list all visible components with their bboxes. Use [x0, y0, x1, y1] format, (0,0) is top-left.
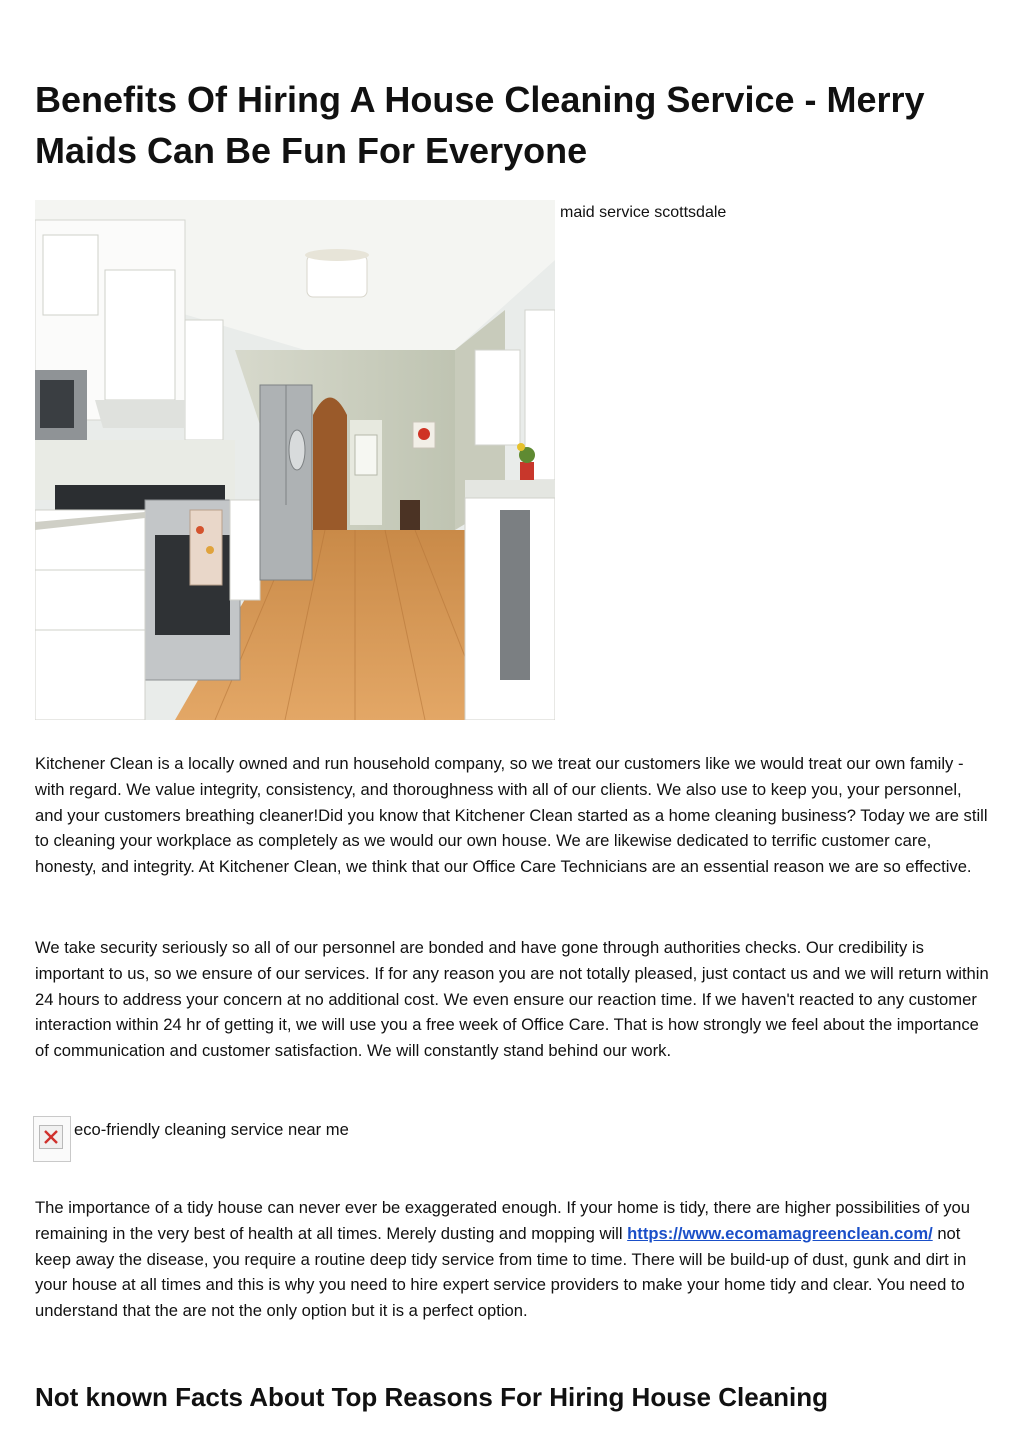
broken-image-icon	[39, 1125, 63, 1149]
broken-image-caption: eco-friendly cleaning service near me	[74, 1120, 349, 1139]
article-title: Benefits Of Hiring A House Cleaning Service - Merry Maids Can Be Fun For Everyone	[35, 79, 925, 171]
paragraph-3-text-after: not keep away the disease, you require a routine deep tidy service from time to time. There will be build-up of dust, gunk and dirt in your house at all times and this is why you need to hire expert service providers to make your home tidy and clear. You need to understand that the are not the only option but it is a perfect option.	[35, 1223, 967, 1321]
paragraph-3-text-before: The importance of a tidy house can never ever be exaggerated enough. If your home is tidy, there are higher possibilities of you remaining in the very best of health at all times. Merely dusting and mopping will	[35, 1198, 971, 1243]
ecomama-link[interactable]: https://www.ecomamagreenclean.com/	[627, 1223, 933, 1243]
hero-image-caption: maid service scottsdale	[560, 204, 727, 221]
article-paragraph-2: We take security seriously so all of our personnel are bonded and have gone through authorities checks. Our credibility is important to us, so we ensure of our services. If for any reason you are not totally pleased, just contact us and we will return within 24 hours to address your concern at no additional cost. We even ensure our reaction time. If we haven't reacted to any customer interaction within 24 hr of getting it, we will use you a free week of Office Care. That is how strongly we feel about the importance of communication and customer satisfaction. We will constantly stand behind our work.	[35, 938, 989, 1061]
hero-image	[35, 200, 555, 720]
article-subheading: Not known Facts About Top Reasons For Hiring House Cleaning	[35, 1382, 829, 1412]
broken-image	[33, 1116, 71, 1162]
kitchen-photo	[35, 200, 555, 720]
article-paragraph-3	[35, 1195, 990, 1324]
article-paragraph-1: Kitchener Clean is a locally owned and run household company, so we treat our customers like we would treat our own family - with regard. We value integrity, consistency, and thoroughness with all of our clients. We also use to keep you, your personnel, and your customers breathing cleaner!Did you know that Kitchener Clean started as a home cleaning business? Today we are still to cleaning your workplace as completely as we would our own house. We are likewise dedicated to terrific customer care, honesty, and integrity. At Kitchener Clean, we think that our Office Care Technicians are an essential reason we are so effective.	[35, 754, 988, 877]
